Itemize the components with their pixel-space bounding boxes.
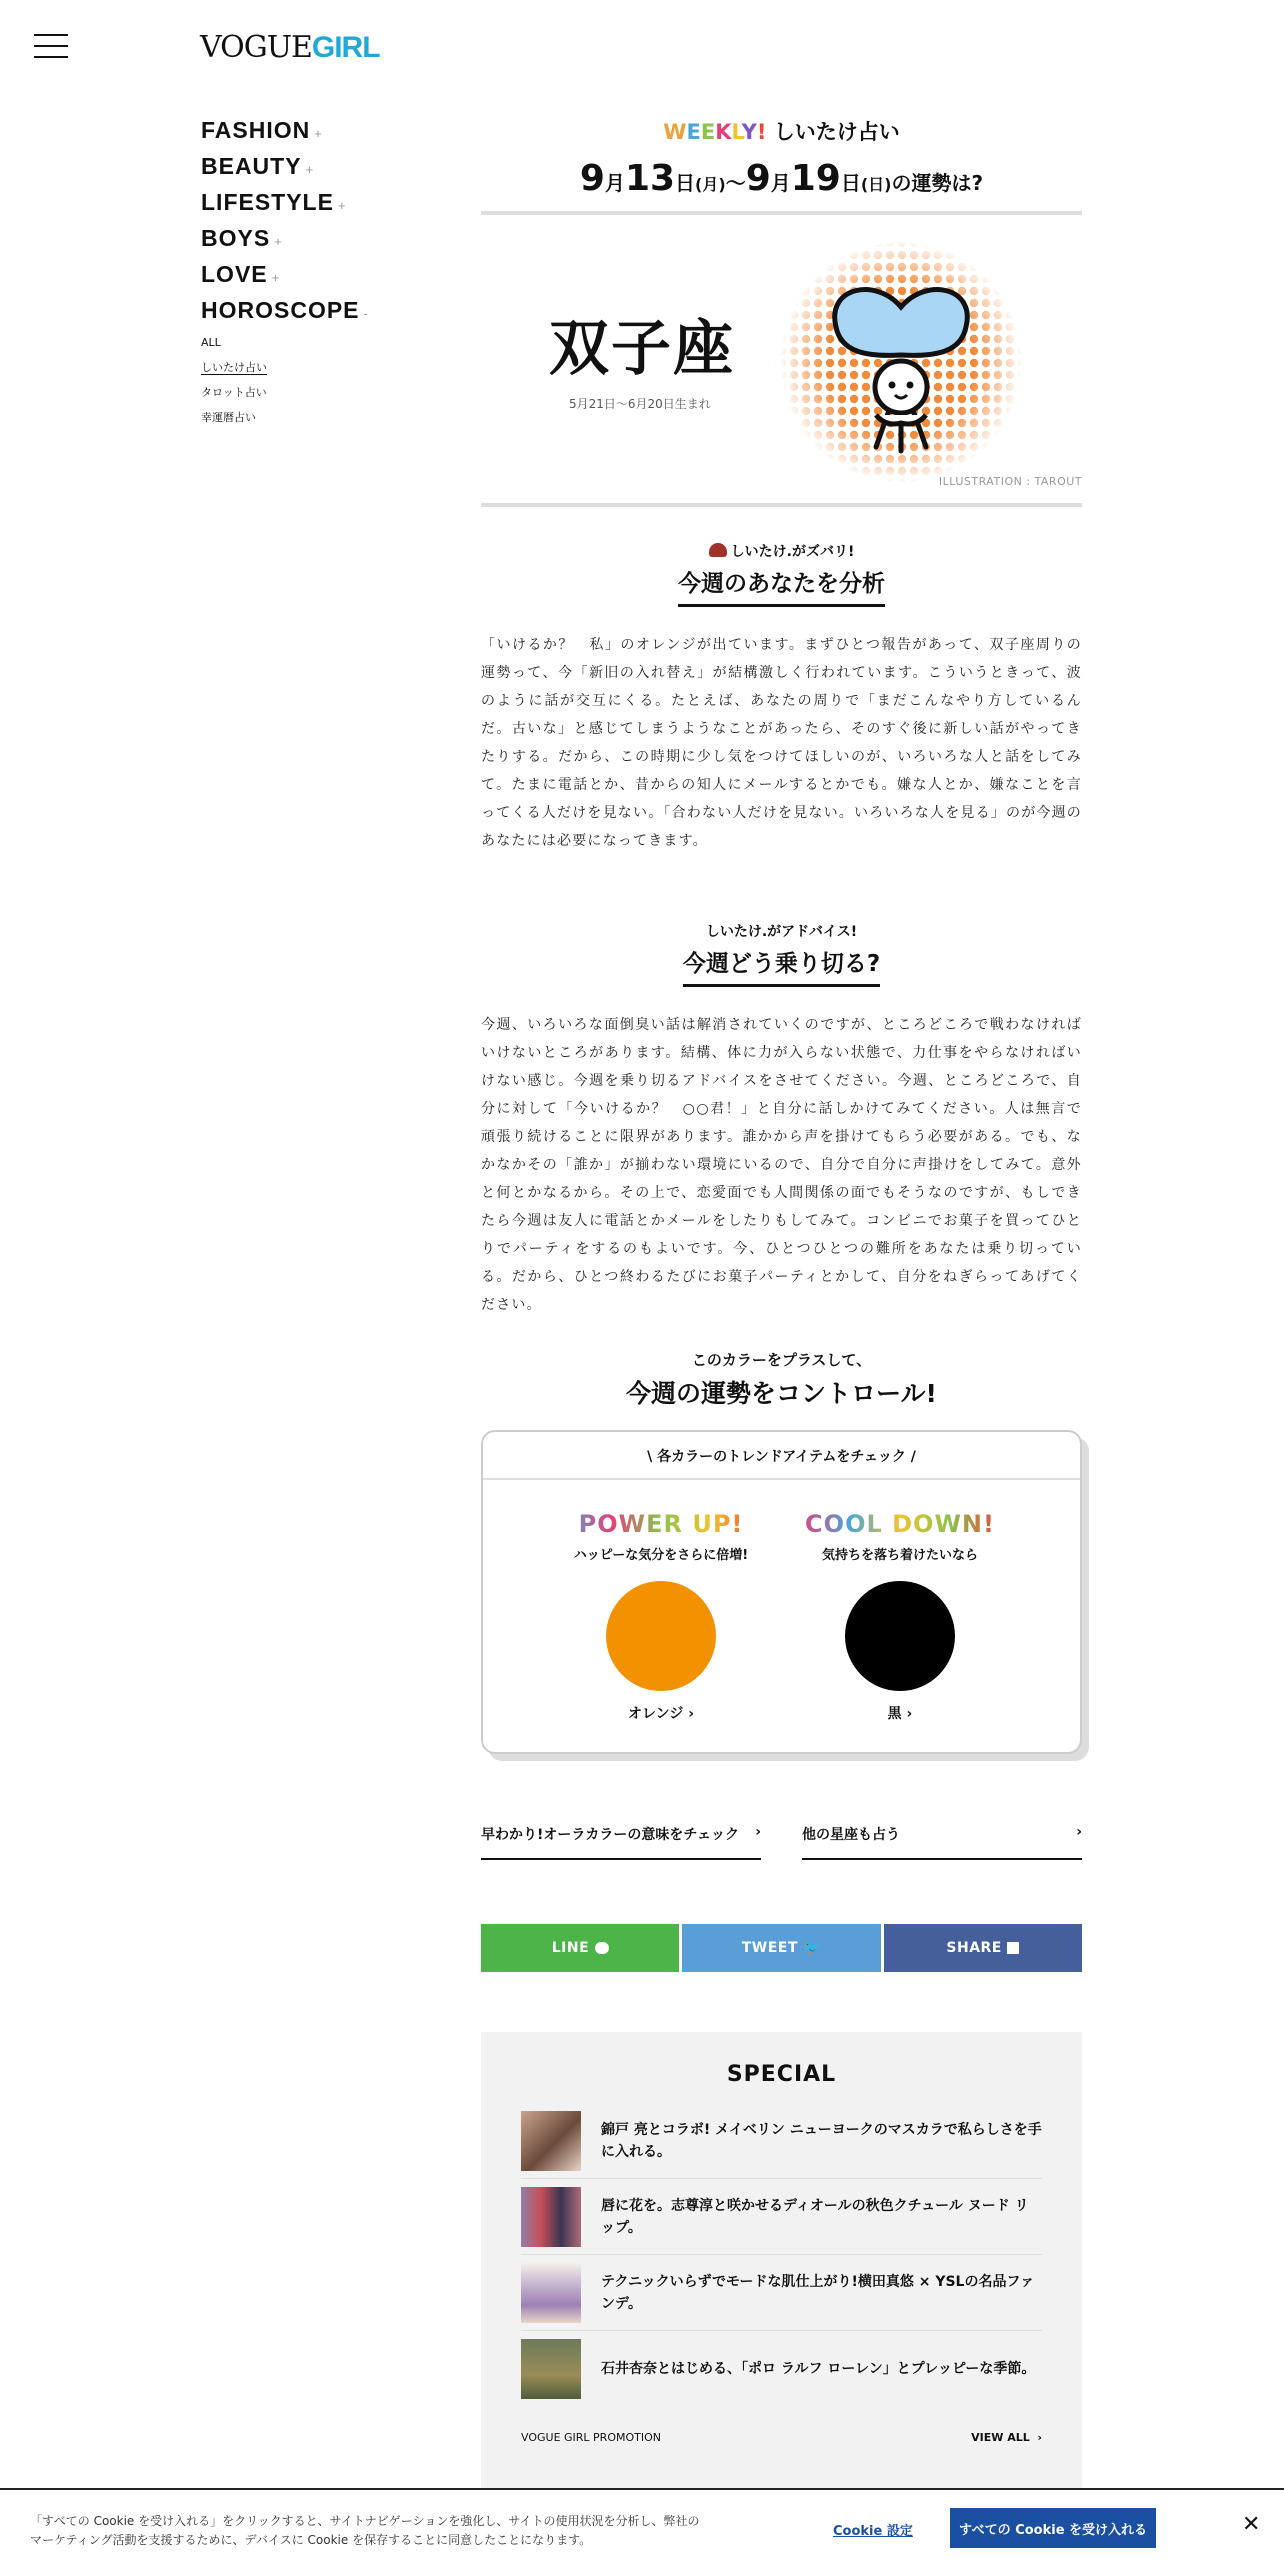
cookie-banner bbox=[0, 2488, 1284, 2568]
other-signs-link[interactable]: 他の星座も占う › bbox=[802, 1824, 1082, 1860]
cool-down-label: COOL DOWN! bbox=[800, 1510, 1000, 1538]
subnav-shiitake[interactable]: しいたけ占い bbox=[201, 361, 267, 374]
color-sup: このカラーをプラスして、 bbox=[691, 1351, 872, 1369]
special-item[interactable]: 石井杏奈とはじめる、「ポロ ラルフ ローレン」とプレッピーな季節。 bbox=[521, 2331, 1042, 2407]
subnav-lucky-calendar[interactable]: 幸運暦占い bbox=[201, 411, 256, 424]
analysis-heading bbox=[481, 541, 1082, 607]
promotion-label: VOGUE GIRL PROMOTION bbox=[521, 2431, 661, 2444]
analysis-body: 「いけるか？ 私」のオレンジが出ています。まずひとつ報告があって、双子座周りの運勢って、今「新旧の入れ替え」が結構激しく行われています。こういうときって、波のように話が交互にくる。たとえば、あなたの周りで「まだこんなやり方しているんだ。古いな」と感じてしまうようなことがあったら、そのすぐ後に新しい話がやってきたりする。だから、この時期に少し気をつけてほしいのが、いろいろな人と話をしてみて。たまに電話とか、昔からの知人にメールするとかでも。嫌な人とか、嫌なことを言ってくる人だけを見ない。「合わない人だけを見ない。いろいろな人を見る」のが今週のあなたには必要になってきます。 bbox=[481, 637, 1082, 849]
analysis-title: 今週のあなたを分析 bbox=[678, 565, 885, 607]
accept-all-cookies-button[interactable]: すべての Cookie を受け入れる bbox=[950, 2508, 1156, 2548]
divider bbox=[481, 503, 1082, 507]
vogue-girl-logo[interactable]: VOGUEGIRL bbox=[200, 30, 380, 65]
special-item[interactable]: 錦戸 亮とコラボ! メイベリン ニューヨークのマスカラで私らしさを手に入れる。 bbox=[521, 2103, 1042, 2179]
close-icon[interactable]: ✕ bbox=[1242, 2512, 1261, 2537]
power-up-label: POWER UP! bbox=[561, 1510, 761, 1538]
card-title: \ 各カラーのトレンドアイテムをチェック / bbox=[483, 1432, 1080, 1480]
sign-dates: 5月21日〜6月20日生まれ bbox=[569, 397, 711, 411]
advice-body: 今週、いろいろな面倒臭い話は解消されていくのですが、ところどころで戦わなければいけないところがあります。結構、体に力が入らない状態で、力仕事をやらなければいけない感じ。今週を乗り切るアドバイスをさせてください。今週、ところどころで、自分に対して「今いけるか？ ○○君！」と自分に話しかけてみてください。人は無言で頑張り続けることに限界があります。誰かから声を掛けてもらう必要がある。でも、なかなかその「誰か」が揃わない環境にいるので、自分で自分に声掛けをしてみて。意外と何とかなるから。その上で、恋愛面でも人間関係の面でもそうなのですが、もしできたら今週は友人に電話とかメールをしたりもしてみて。コンビニでお菓子を買ってひとりでパーティをするのもよいです。今、ひとつひとつの難所をあなたは乗り切っている。だから、ひとつ終わるたびにお菓子パーティとかして、自分をねぎらってあげてください。 bbox=[481, 1017, 1082, 1313]
weekly-title: WEEKLY! しいたけ占い bbox=[663, 120, 900, 144]
cool-down-column bbox=[800, 1510, 1000, 1723]
nav-lifestyle[interactable]: LIFESTYLE + bbox=[201, 189, 347, 215]
orange-swatch[interactable] bbox=[606, 1581, 716, 1691]
special-thumbnail bbox=[521, 2263, 581, 2323]
sidebar-nav bbox=[201, 112, 401, 430]
nav-beauty[interactable]: BEAUTY + bbox=[201, 153, 315, 179]
nav-fashion[interactable]: FASHION + bbox=[201, 117, 323, 143]
special-thumbnail bbox=[521, 2111, 581, 2171]
black-link[interactable]: 黒 › bbox=[887, 1706, 913, 1722]
cool-down-desc: 気持ちを落ち着けたいなら bbox=[821, 1548, 978, 1563]
chevron-right-icon: › bbox=[688, 1706, 694, 1722]
special-item[interactable]: テクニックいらずでモードな肌仕上がり!横田真悠 × YSLの名品ファンデ。 bbox=[521, 2255, 1042, 2331]
power-up-desc: ハッピーな気分をさらに倍増! bbox=[573, 1548, 749, 1563]
nav-love[interactable]: LOVE + bbox=[201, 261, 281, 287]
special-item[interactable]: 唇に花を。志尊淳と咲かせるディオールの秋色クチュール ヌード リップ。 bbox=[521, 2179, 1042, 2255]
illustration-credit: ILLUSTRATION : TAROUT bbox=[938, 475, 1082, 488]
hamburger-menu-icon[interactable] bbox=[34, 34, 68, 60]
main-content bbox=[481, 110, 1082, 2488]
chevron-right-icon: › bbox=[1037, 2431, 1042, 2444]
date-range: 9月13日(月)〜9月19日(日)の運勢は? bbox=[579, 158, 984, 199]
special-section bbox=[481, 2032, 1082, 2488]
advice-title: 今週どう乗り切る? bbox=[683, 945, 880, 987]
special-thumbnail bbox=[521, 2339, 581, 2399]
subnav-all[interactable]: ALL bbox=[201, 336, 221, 349]
twitter-icon: 🐦 bbox=[803, 1940, 822, 1956]
cookie-settings-link[interactable]: Cookie 設定 bbox=[833, 2524, 913, 2539]
subnav-tarot[interactable]: タロット占い bbox=[201, 386, 267, 399]
aura-color-link[interactable]: 早わかり!オーラカラーの意味をチェック › bbox=[481, 1824, 761, 1860]
black-swatch[interactable] bbox=[845, 1581, 955, 1691]
view-all-link[interactable]: VIEW ALL › bbox=[971, 2431, 1042, 2444]
power-up-column bbox=[561, 1510, 761, 1723]
gemini-illustration bbox=[776, 237, 1026, 487]
sign-box bbox=[481, 215, 1082, 503]
share-bar bbox=[481, 1924, 1082, 1972]
chevron-right-icon: › bbox=[906, 1706, 913, 1722]
facebook-icon bbox=[1007, 1942, 1019, 1954]
facebook-share-button[interactable]: SHARE bbox=[884, 1924, 1082, 1972]
orange-link[interactable]: オレンジ › bbox=[628, 1706, 694, 1722]
advice-sup: しいたけ.がアドバイス! bbox=[705, 924, 858, 940]
color-card bbox=[481, 1430, 1082, 1754]
chevron-right-icon: › bbox=[1076, 1824, 1082, 1840]
cookie-text: 「すべての Cookie を受け入れる」をクリックすると、サイトナビゲーションを強化し、サイトの使用状況を分析し、弊社のマーケティング活動を支援するために、デバイスに Cookie を保存することに同意したことになります。 bbox=[30, 2514, 700, 2547]
horoscope-subnav bbox=[201, 330, 401, 430]
special-footer bbox=[521, 2431, 1042, 2444]
analysis-sup: しいたけ.がズバリ! bbox=[481, 541, 1082, 561]
special-thumbnail bbox=[521, 2187, 581, 2247]
chevron-right-icon: › bbox=[755, 1824, 761, 1840]
related-links bbox=[481, 1824, 1082, 1860]
sign-name: 双子座 bbox=[549, 314, 735, 384]
nav-boys[interactable]: BOYS + bbox=[201, 225, 283, 251]
advice-heading bbox=[481, 921, 1082, 987]
special-title: SPECIAL bbox=[726, 2062, 837, 2087]
line-share-button[interactable]: LINE bbox=[481, 1924, 679, 1972]
color-heading bbox=[481, 1349, 1082, 1410]
nav-horoscope[interactable]: HOROSCOPE - bbox=[201, 297, 369, 323]
tweet-button[interactable]: TWEET 🐦 bbox=[682, 1924, 880, 1972]
color-title: 今週の運勢をコントロール! bbox=[626, 1379, 937, 1408]
line-icon bbox=[595, 1942, 609, 1954]
shiitake-icon bbox=[709, 543, 727, 557]
